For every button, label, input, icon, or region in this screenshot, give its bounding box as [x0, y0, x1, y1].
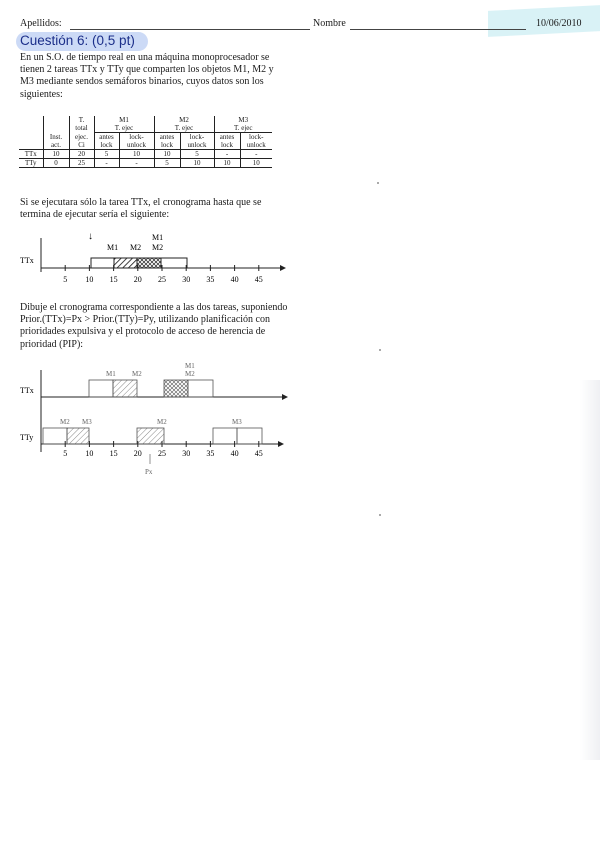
- table-cell: -: [119, 159, 154, 168]
- tick-label: 30: [182, 449, 191, 458]
- tick-label: 35: [206, 449, 215, 458]
- px-label: Px: [145, 468, 153, 476]
- table-cell: -: [240, 150, 272, 159]
- tick-label: 10: [85, 449, 94, 458]
- tick-label: 25: [158, 449, 166, 458]
- hw-label-m1: M1: [185, 362, 195, 370]
- header-m3: M3: [238, 116, 249, 124]
- tick-label: 15: [109, 275, 118, 284]
- header-lock: lock: [100, 141, 113, 149]
- tick-label: 20: [133, 449, 142, 458]
- tick-label: 5: [63, 275, 68, 284]
- section3-line: prioridades expulsiva y el protocolo de acceso de herencia de: [20, 326, 266, 338]
- section3-paragraph: [20, 302, 340, 351]
- hw-label-m1: M1: [106, 370, 116, 378]
- apellidos-line: [70, 29, 310, 30]
- ttx-label: TTx: [20, 386, 34, 395]
- tty-exec-block: [43, 428, 67, 444]
- tty-exec-block-m2: [67, 428, 89, 444]
- table-cell: 5: [154, 159, 180, 168]
- header-lock-dash: lock-: [189, 133, 205, 141]
- exec-block: [91, 258, 114, 268]
- header-lock-dash: lock-: [249, 133, 264, 141]
- tty-exec-block-m3: [237, 428, 262, 444]
- header-lock: lock: [220, 141, 234, 149]
- nombre-label: Nombre: [313, 18, 346, 29]
- table-cell: 10: [119, 150, 154, 159]
- tick-label: 40: [230, 275, 239, 284]
- task-name: TTx: [19, 150, 43, 159]
- tty-label: TTy: [20, 433, 34, 442]
- tick-label: 20: [133, 275, 142, 284]
- table-cell: 10: [154, 150, 180, 159]
- chronogram-ttx-alone: [0, 226, 300, 288]
- table-row: [19, 150, 272, 159]
- tty-exec-block: [213, 428, 237, 444]
- header-ci: Ci: [78, 140, 85, 149]
- tick-label: 25: [158, 275, 166, 284]
- table-cell: 10: [180, 159, 214, 168]
- tick-label: 30: [182, 275, 191, 284]
- table-cell: -: [94, 159, 119, 168]
- exec-block: [161, 258, 187, 268]
- header-m1: M1: [119, 116, 129, 124]
- table-cell: 10: [214, 159, 240, 168]
- ttx-exec-block-m1: [113, 380, 137, 397]
- intro-paragraph: [20, 52, 320, 101]
- section3-line: Prior.(TTx)=Px > Prior.(TTy)=Py, utilizando planificación con: [20, 314, 270, 326]
- header-ejec: ejec.: [74, 132, 88, 141]
- section3-line: Dibuje el cronograma correspondiente a las dos tareas, suponiendo: [20, 302, 288, 313]
- intro-line: En un S.O. de tiempo real en una máquina monoprocesador se: [20, 52, 270, 63]
- table-row: [19, 159, 272, 168]
- header-total: total: [75, 124, 88, 133]
- question-title: Cuestión 6: (0,5 pt): [20, 33, 135, 48]
- task-label: TTx: [20, 256, 34, 265]
- hw-label-m2: M2: [60, 418, 70, 426]
- tick-label: 15: [109, 449, 118, 458]
- table-cell: 10: [240, 159, 272, 168]
- table-cell: 5: [94, 150, 119, 159]
- header-t-ejec: T. ejec: [174, 124, 194, 132]
- stray-dot: [379, 349, 381, 351]
- label-m2: M2: [130, 243, 142, 252]
- header-lock-dash: lock-: [129, 133, 144, 141]
- header-lock: lock: [160, 141, 174, 149]
- hw-label-m3: M3: [232, 418, 242, 426]
- exec-block-m1: [114, 258, 137, 268]
- section3-line: prioridad (PIP):: [20, 338, 84, 350]
- tick-label: 45: [254, 275, 263, 284]
- table-cell: 25: [69, 159, 94, 168]
- header-t-ejec: T. ejec: [114, 124, 134, 132]
- header-unlock: unlock: [126, 141, 147, 149]
- arrival-arrow-icon: ↓: [88, 231, 93, 242]
- chronogram-both-tasks: [0, 360, 300, 485]
- section2-line: termina de ejecutar sería el siguiente:: [20, 209, 170, 221]
- task-name: TTy: [19, 159, 43, 168]
- ttx-exec-block: [188, 380, 213, 397]
- intro-line: siguientes:: [20, 88, 63, 100]
- exam-date: 10/06/2010: [536, 18, 582, 29]
- tick-label: 40: [230, 449, 239, 458]
- axis-arrow: [280, 265, 286, 271]
- header-act: act.: [51, 140, 61, 149]
- table-cell: 10: [43, 150, 69, 159]
- axis-arrow: [282, 394, 288, 400]
- table-cell: 0: [43, 159, 69, 168]
- nombre-line: [350, 29, 526, 30]
- table-cell: 20: [69, 150, 94, 159]
- tick-label: 35: [206, 275, 215, 284]
- axis-arrow: [278, 441, 284, 447]
- ttx-exec-block: [89, 380, 113, 397]
- ttx-exec-block-m1-m2: [164, 380, 188, 397]
- header-antes: antes: [99, 133, 114, 141]
- section2-paragraph: [20, 197, 320, 221]
- header-t-ejec: T. ejec: [233, 124, 253, 132]
- header-unlock: unlock: [246, 141, 266, 149]
- stray-dot: [377, 182, 379, 184]
- section2-line: Si se ejecutara sólo la tarea TTx, el cronograma hasta que se: [20, 197, 262, 208]
- hw-label-m2: M2: [132, 370, 142, 378]
- label-m2-top: M2: [152, 243, 164, 252]
- hw-label-m2: M2: [157, 418, 167, 426]
- hw-label-m2: M2: [185, 370, 195, 378]
- tick-label: 45: [254, 449, 263, 458]
- intro-line: M3 mediante sendos semáforos binarios, cuyos datos son los: [20, 76, 264, 88]
- table-cell: 5: [180, 150, 214, 159]
- label-m1: M1: [107, 243, 119, 252]
- stray-dot: [379, 514, 381, 516]
- label-m1-top: M1: [152, 233, 164, 242]
- hw-label-m3: M3: [82, 418, 92, 426]
- apellidos-label: Apellidos:: [20, 18, 62, 29]
- header-unlock: unlock: [187, 141, 207, 149]
- table-cell: -: [214, 150, 240, 159]
- tty-exec-block-m2: [137, 428, 164, 444]
- header-inst: Inst.: [49, 132, 63, 141]
- task-data-table: [19, 116, 272, 168]
- header-m2: M2: [179, 116, 189, 124]
- tick-label: 5: [63, 449, 68, 458]
- tick-label: 10: [85, 275, 94, 284]
- header-antes: antes: [219, 133, 235, 141]
- page-edge-shadow: [580, 380, 600, 760]
- header-t: T.: [78, 116, 85, 125]
- header-antes: antes: [159, 133, 175, 141]
- intro-line: tienen 2 tareas TTx y TTy que comparten los objetos M1, M2 y: [20, 64, 274, 76]
- exec-block-m1-m2: [137, 258, 161, 268]
